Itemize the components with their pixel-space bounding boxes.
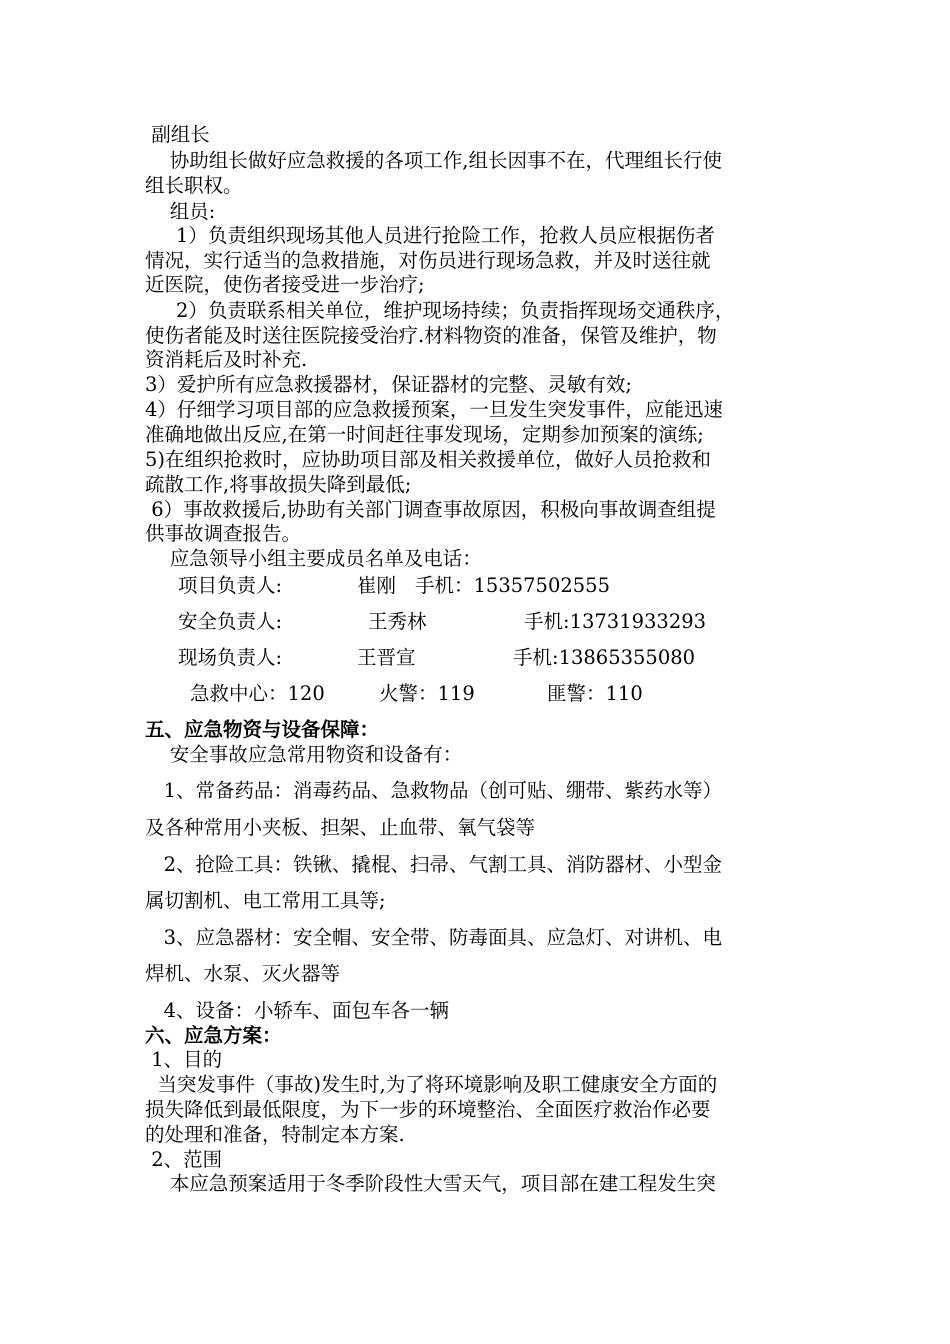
section-heading: 五、应急物资与设备保障：	[145, 718, 380, 741]
text-line: 2）负责联系相关单位，维护现场持续；负责指挥现场交通秩序，	[145, 299, 735, 322]
text-line: 近医院，使伤者接受进一步治疗;	[145, 273, 425, 296]
emergency-number: 匪警：110	[547, 682, 643, 705]
text-line: 6）事故救援后,协助有关部门调查事故原因，积极向事故调查组提	[145, 498, 716, 521]
contact-role: 项目负责人:	[178, 574, 283, 597]
list-item: 2、抢险工具：铁锹、撬棍、扫帚、气割工具、消防器材、小型金	[145, 853, 723, 876]
text-line: 当突发事件（事故)发生时,为了将环境影响及职工健康安全方面的	[145, 1073, 718, 1096]
contact-role: 现场负责人:	[178, 646, 283, 669]
text-line: 2、范围	[145, 1148, 223, 1171]
text-line: 安全事故应急常用物资和设备有：	[145, 743, 463, 766]
text-line: 组长职权。	[145, 174, 243, 197]
list-item: 焊机、水泵、灭火器等	[145, 962, 341, 985]
section-heading: 六、应急方案：	[145, 1024, 282, 1047]
list-item: 3、应急器材：安全帽、安全带、防毒面具、应急灯、对讲机、电	[145, 926, 723, 949]
text-line: 3）爱护所有应急救援器材，保证器材的完整、灵敏有效;	[145, 373, 632, 396]
contact-name: 崔刚	[357, 574, 397, 597]
contact-phone: 手机:13731933293	[524, 610, 707, 633]
contact-phone: 手机:13865355080	[513, 646, 696, 669]
list-item: 4、设备：小轿车、面包车各一辆	[145, 999, 450, 1022]
emergency-number: 火警：119	[379, 682, 475, 705]
contact-name: 王晋宣	[357, 646, 416, 669]
list-item: 及各种常用小夹板、担架、止血带、氧气袋等	[145, 816, 536, 839]
list-item: 属切割机、电工常用工具等;	[145, 889, 386, 912]
text-line: 组员:	[145, 200, 216, 223]
text-line: 1、目的	[145, 1048, 223, 1071]
text-line: 4）仔细学习项目部的应急救援预案，一旦发生突发事件，应能迅速	[145, 398, 723, 421]
text-line: 副组长	[145, 123, 210, 146]
contact-role: 安全负责人:	[178, 610, 283, 633]
text-line: 协助组长做好应急救援的各项工作,组长因事不在，代理组长行使	[145, 149, 722, 172]
contact-phone: 手机：15357502555	[415, 574, 610, 597]
text-line: 1）负责组织现场其他人员进行抢险工作，抢救人员应根据伤者	[145, 224, 715, 247]
text-line: 准确地做出反应,在第一时间赶往事发现场，定期参加预案的演练;	[145, 423, 704, 446]
text-line: 供事故调查报告。	[145, 522, 302, 545]
text-line: 资消耗后及时补充.	[145, 348, 308, 371]
text-line: 使伤者能及时送往医院接受治疗.材料物资的准备，保管及维护，物	[145, 324, 717, 347]
text-line: 疏散工作,将事故损失降到最低;	[145, 473, 412, 496]
text-line: 的处理和准备，特制定本方案.	[145, 1123, 405, 1146]
text-line: 损失降低到最低限度，为下一步的环境整治、全面医疗救治作必要	[145, 1098, 711, 1121]
emergency-number: 急救中心：120	[190, 682, 325, 705]
contact-name: 王秀林	[368, 610, 427, 633]
text-line: 5)在组织抢救时，应协助项目部及相关救援单位，做好人员抢救和	[145, 448, 712, 471]
list-item: 1、常备药品：消毒药品、急救物品（创可贴、绷带、紫药水等）	[145, 779, 723, 802]
text-line: 本应急预案适用于冬季阶段性大雪天气，项目部在建工程发生突	[145, 1172, 716, 1195]
text-line: 应急领导小组主要成员名单及电话：	[145, 547, 482, 570]
text-line: 情况，实行适当的急救措施，对伤员进行现场急救，并及时送往就	[145, 249, 711, 272]
